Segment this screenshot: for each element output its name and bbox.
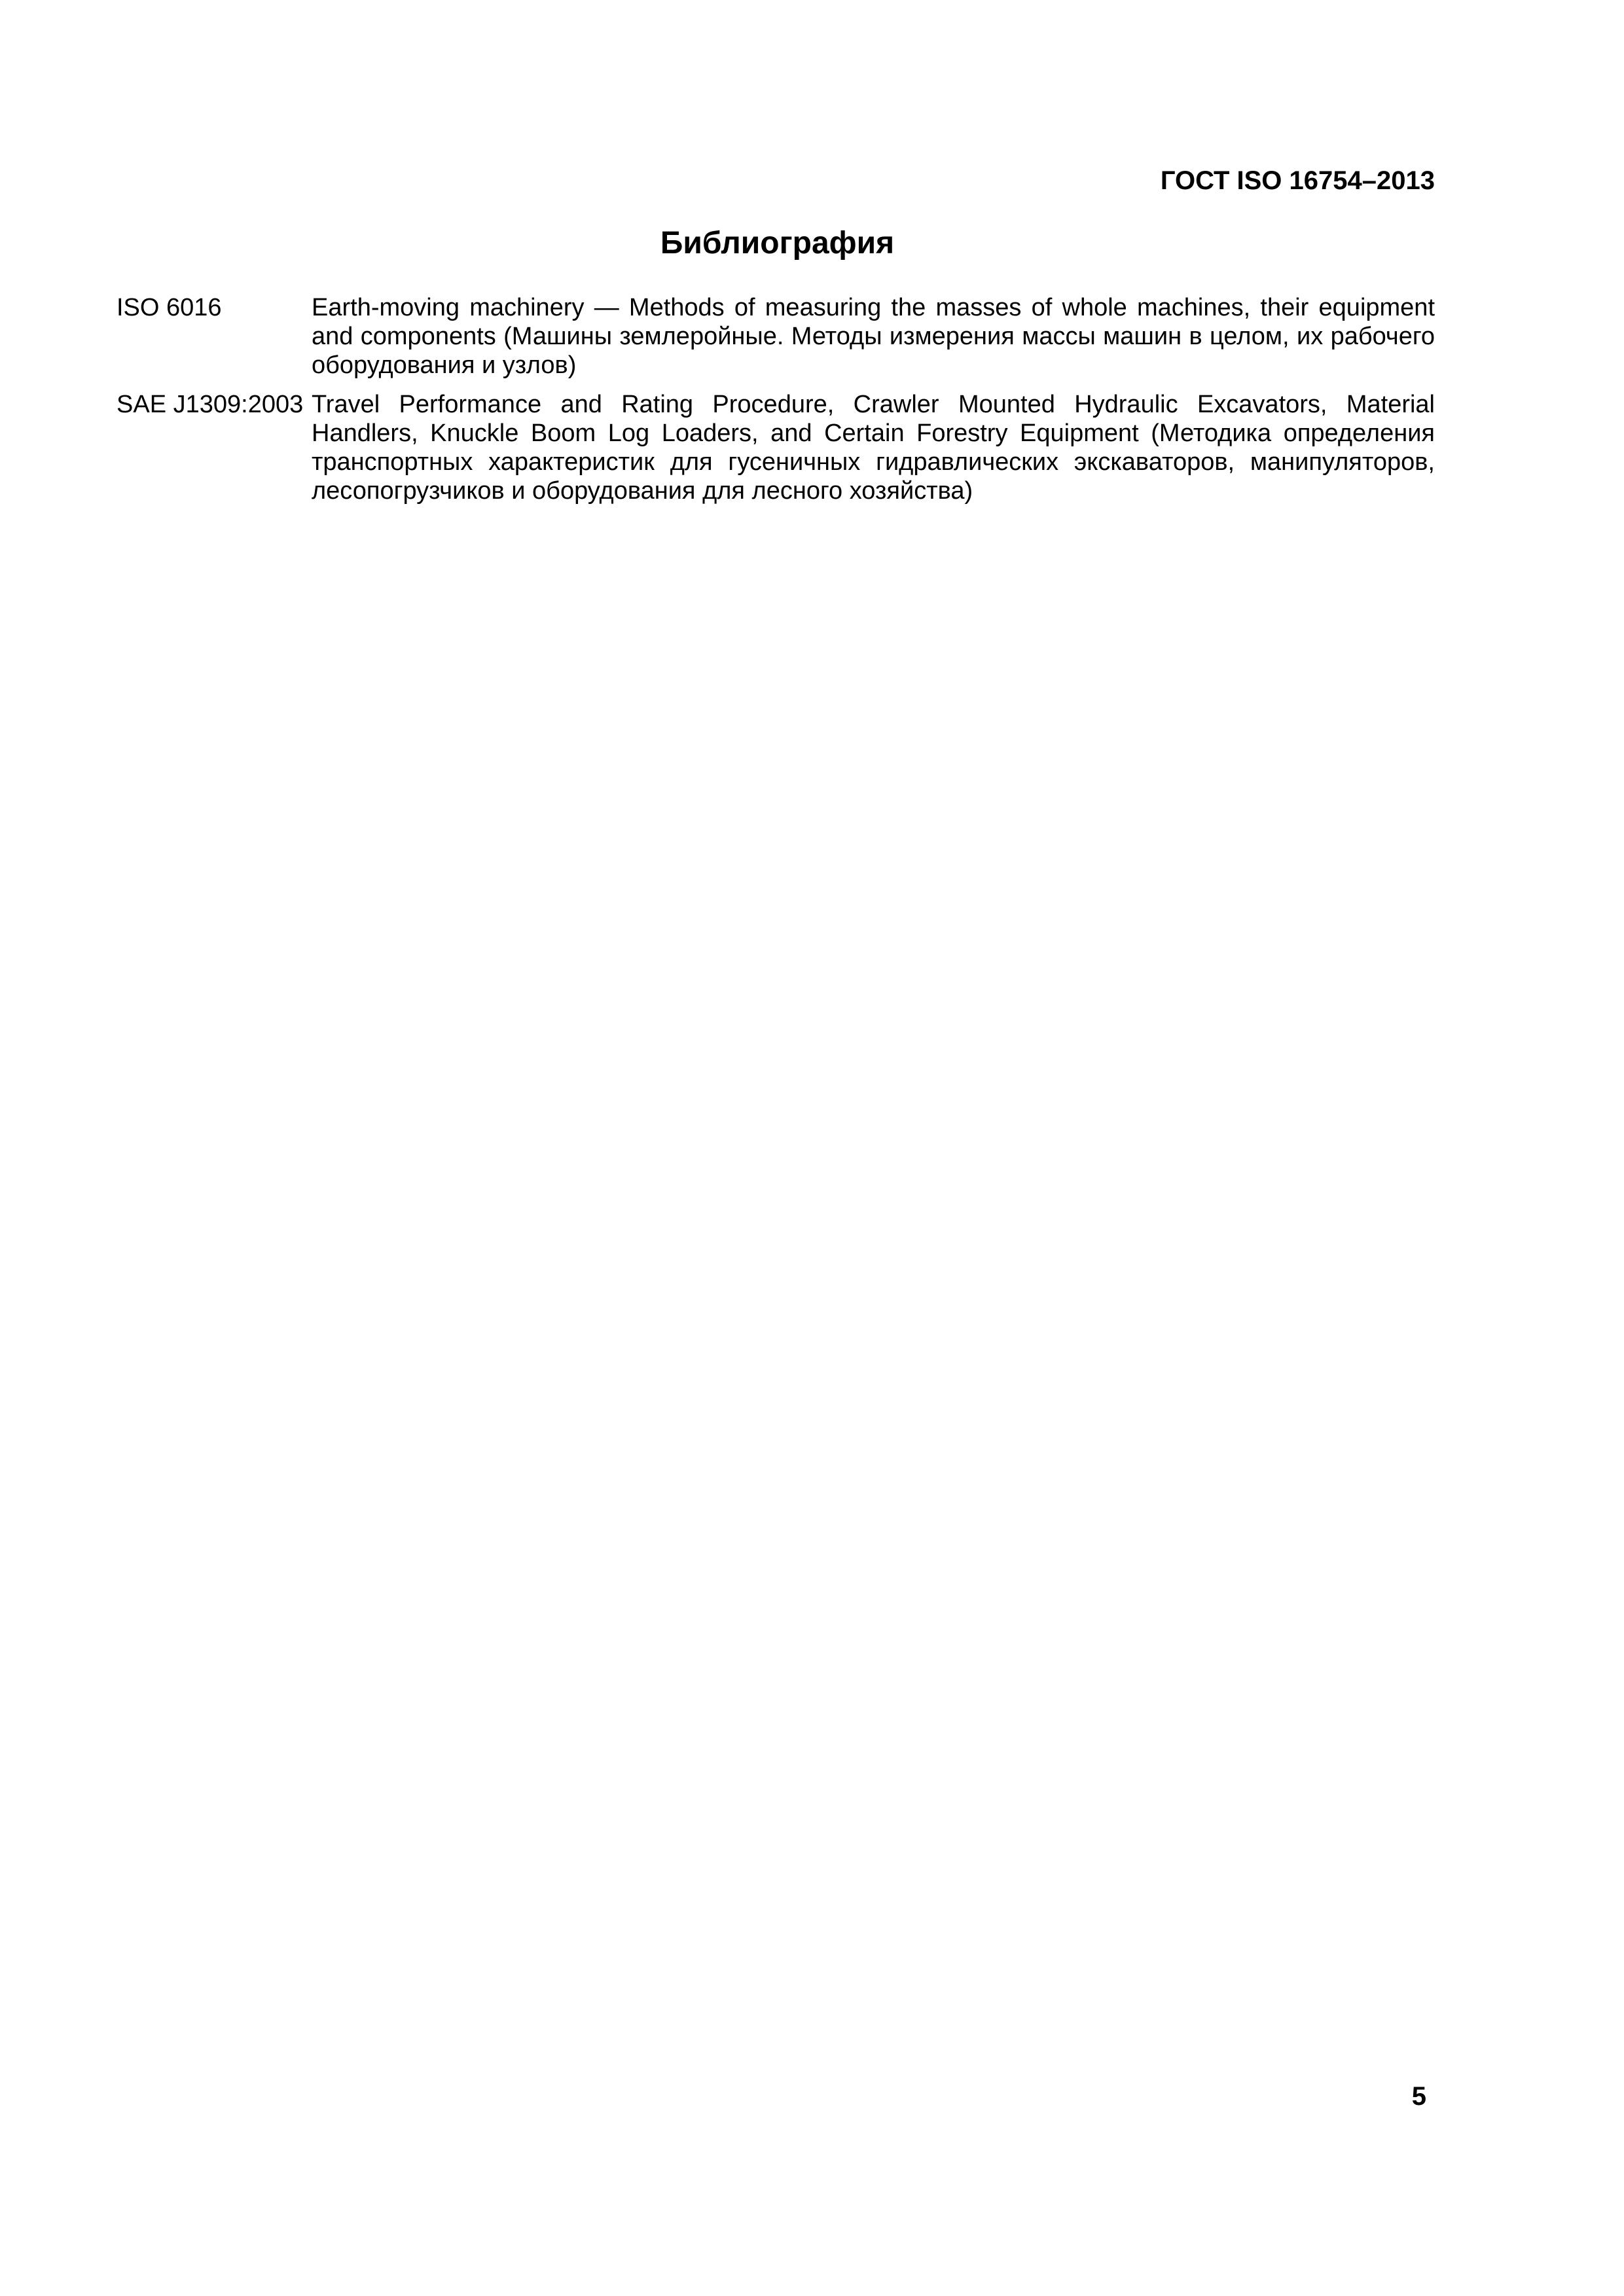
bibliography-entry xyxy=(117,293,1435,380)
bibliography-entry-text: Earth-moving machinery — Methods of measuring the masses of whole machines, their equipment and components (Машины землеройные. Методы измерения массы машин в целом, их рабочего оборудования и узлов) xyxy=(312,294,1435,379)
page-number: 5 xyxy=(1411,2082,1426,2111)
page-title: Библиография xyxy=(660,226,895,260)
bibliography-entry xyxy=(117,390,1435,505)
bibliography-entry-ref: ISO 6016 xyxy=(117,294,222,321)
bibliography-entry-text: Travel Performance and Rating Procedure, Crawler Mounted Hydraulic Excavators, Material Handlers, Knuckle Boom Log Loaders, and Certain Forestry Equipment (Методика определения транспортных характеристик для гусеничных гидравлических экскаваторов, манипуляторов, лесопогрузчиков и оборудования для лесного хозяйства) xyxy=(312,391,1435,505)
bibliography-entry-ref: SAE J1309:2003 xyxy=(117,391,304,418)
document-code: ГОСТ ISO 16754–2013 xyxy=(1160,166,1435,195)
bibliography-list xyxy=(117,293,1435,516)
